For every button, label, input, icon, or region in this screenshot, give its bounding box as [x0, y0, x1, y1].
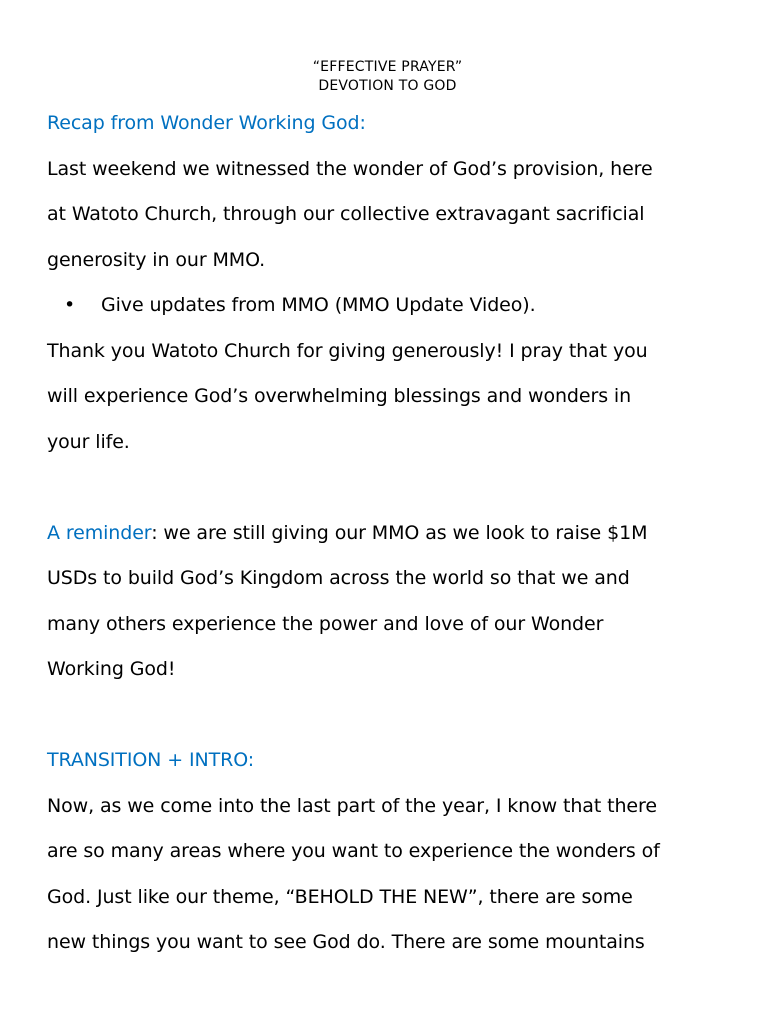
text-line: USDs to build God’s Kingdom across the world so that we and: [47, 567, 630, 589]
text-line: Thank you Watoto Church for giving generously! I pray that you: [47, 339, 648, 362]
text-line: are so many areas where you want to experience the wonders of: [47, 840, 660, 862]
spacer: [47, 693, 728, 739]
text-line: new things you want to see God do. There are some mountains: [47, 931, 645, 953]
bullet-list: [47, 283, 728, 329]
text-line: many others experience the power and love of our Wonder: [47, 612, 604, 635]
recap-paragraph: [47, 147, 728, 284]
text-line: God. Just like our theme, “BEHOLD THE NEW”, there are some: [47, 885, 633, 908]
recap-heading: Recap from Wonder Working God:: [47, 112, 366, 134]
text-line: Working God!: [47, 658, 176, 680]
document-body: [47, 101, 728, 966]
thanks-paragraph: [47, 329, 728, 466]
text-line: Now, as we come into the last part of the year, I know that there: [47, 794, 657, 817]
document-subtitle: DEVOTION TO GOD: [318, 78, 457, 94]
transition-heading: TRANSITION + INTRO:: [47, 749, 255, 771]
document-header: [47, 58, 728, 96]
text-line: at Watoto Church, through our collective extravagant sacrificial: [47, 203, 645, 225]
transition-paragraph: [47, 784, 728, 966]
text-line: will experience God’s overwhelming blessings and wonders in: [47, 385, 632, 407]
reminder-label: A reminder: [47, 521, 152, 544]
bullet-icon: •: [64, 294, 76, 316]
text-line: [47, 511, 728, 557]
reminder-paragraph: [47, 511, 728, 693]
text-line: Last weekend we witnessed the wonder of God’s provision, here: [47, 157, 653, 180]
bullet-text: Give updates from MMO (MMO Update Video).: [101, 294, 536, 316]
text-line: your life.: [47, 430, 130, 453]
document-title: “EFFECTIVE PRAYER”: [312, 59, 463, 75]
list-item: [47, 283, 728, 329]
spacer: [47, 465, 728, 511]
text-line: generosity in our MMO.: [47, 248, 266, 271]
reminder-text: : we are still giving our MMO as we look to raise $1M: [151, 521, 648, 544]
